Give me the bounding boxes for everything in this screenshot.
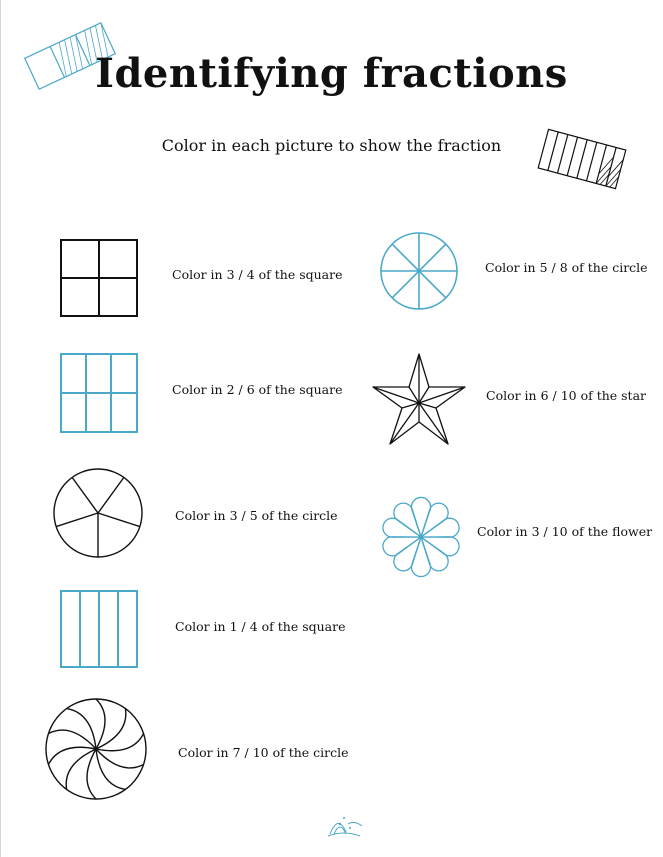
item-label: Color in 5 / 8 of the circle [485,260,648,275]
item-label: Color in 6 / 10 of the star [486,388,647,403]
page-subtitle: Color in each picture to show the fraction [161,136,502,155]
star-10-parts [372,353,466,445]
flower-10-petals [378,494,464,580]
item-label: Color in 3 / 5 of the circle [175,508,338,523]
rectangle-4-columns [60,590,138,668]
circle-10-curved-parts [44,697,148,801]
page-title: Identifying fractions [95,50,568,97]
footer-logo [324,810,370,840]
item-label: Color in 3 / 4 of the square [172,267,343,282]
item-label: Color in 3 / 10 of the flower [477,524,653,539]
circle-8-parts [379,231,459,311]
rectangle-3x2-grid [60,353,138,433]
circle-5-parts [52,467,144,559]
square-2x2-grid [60,239,138,317]
item-label: Color in 2 / 6 of the square [172,382,343,397]
item-label: Color in 7 / 10 of the circle [178,745,349,760]
item-label: Color in 1 / 4 of the square [175,619,346,634]
page-edge [0,0,1,857]
